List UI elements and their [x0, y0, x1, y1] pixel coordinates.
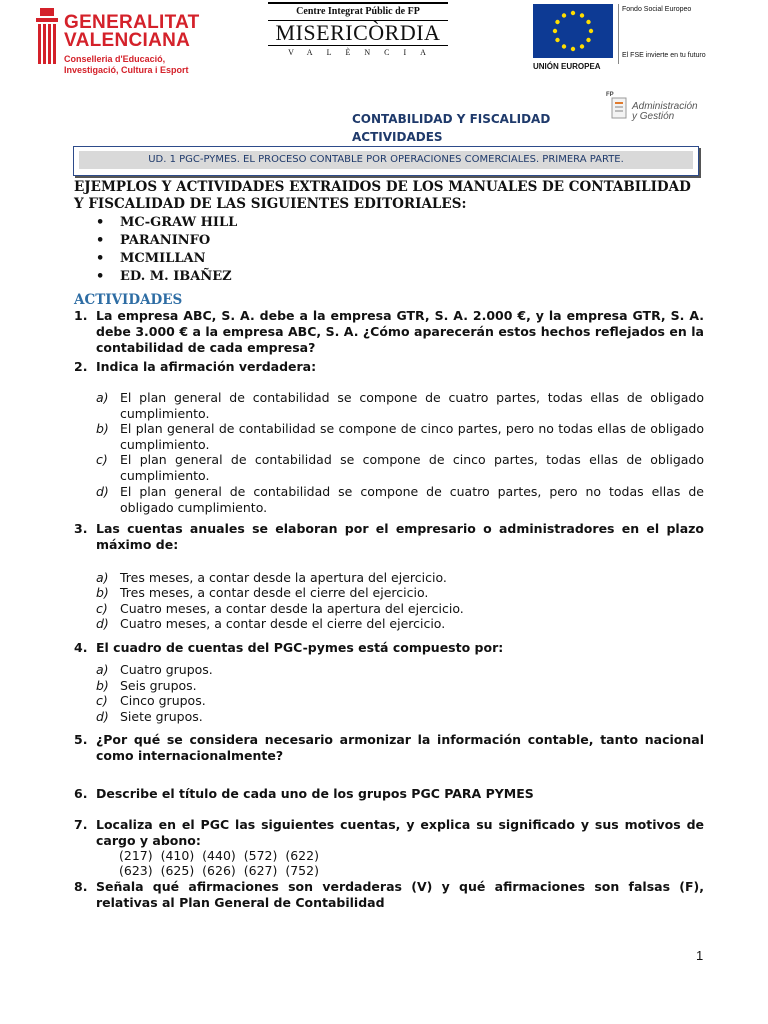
option-letter: a) [96, 662, 109, 677]
question-number: 8. [74, 879, 88, 894]
option-text: El plan general de contabilidad se compone de cinco partes, pero no todas ellas de obligado cumplimiento. [120, 421, 704, 452]
option-text: Cuatro meses, a contar desde la apertura del ejercicio. [120, 601, 464, 616]
option-letter: d) [96, 709, 109, 724]
school-logo [268, 2, 448, 62]
eu-stars-icon [533, 4, 613, 58]
option-item [96, 709, 704, 725]
question-text: Localiza en el PGC las siguientes cuentas, y explica su significado y sus motivos de cargo y abono: [96, 817, 704, 848]
school-top: Centre Integrat Públic de FP [268, 2, 448, 17]
question-number: 1. [74, 308, 88, 323]
unit-title: UD. 1 PGC-PYMES. EL PROCESO CONTABLE POR OPERACIONES COMERCIALES. PRIMERA PARTE. [79, 151, 693, 169]
question-text: Indica la afirmación verdadera: [96, 359, 317, 374]
question-2 [74, 359, 704, 375]
option-letter: c) [96, 693, 108, 708]
option-item [96, 585, 704, 601]
option-item [96, 421, 704, 452]
option-letter: c) [96, 601, 108, 616]
question-text: Señala qué afirmaciones son verdaderas (V) y qué afirmaciones son falsas (F), relativas al Plan General de Contabilidad [96, 879, 704, 910]
fp-admin-logo [606, 92, 696, 128]
question-text: La empresa ABC, S. A. debe a la empresa GTR, S. A. 2.000 €, y la empresa GTR, S. A. debe 3.000 € a la empresa ABC, S. A. ¿Cómo aparecerán estos hechos reflejados en la contabilidad de cada empresa? [96, 308, 704, 355]
question-number: 2. [74, 359, 88, 374]
eu-flag [533, 4, 613, 58]
school-name: MISERICÒRDIA [268, 20, 448, 46]
question-7 [74, 817, 704, 849]
publisher-item: • ED. M. IBAÑEZ [96, 268, 237, 286]
option-item [96, 616, 704, 632]
fp-line1: Administración [632, 101, 698, 112]
eu-motto-text: El FSE invierte en tu futuro [622, 52, 706, 59]
eu-divider [618, 4, 619, 64]
question-4 [74, 640, 704, 656]
option-text: Cuatro grupos. [120, 662, 213, 677]
course-subtitle: ACTIVIDADES [352, 130, 443, 144]
eu-fund-text: Fondo Social Europeo [622, 6, 692, 13]
question-8 [74, 879, 704, 911]
option-item [96, 678, 704, 694]
generalitat-emblem-icon [36, 8, 58, 68]
course-title: CONTABILIDAD Y FISCALIDAD [352, 112, 551, 126]
option-text: El plan general de contabilidad se compone de cuatro partes, todas ellas de obligado cumplimiento. [120, 390, 704, 421]
option-letter: a) [96, 570, 109, 585]
activities-heading: ACTIVIDADES [74, 292, 183, 308]
question-1 [74, 308, 704, 356]
option-text: Seis grupos. [120, 678, 197, 693]
option-text: Tres meses, a contar desde la apertura del ejercicio. [120, 570, 447, 585]
gv-sub-line2: Investigació, Cultura i Esport [64, 65, 189, 75]
fp-line2: y Gestión [632, 111, 675, 122]
option-item [96, 390, 704, 421]
page-number: 1 [696, 948, 704, 963]
gv-sub-line1: Conselleria d'Educació, [64, 54, 166, 64]
option-item [96, 662, 704, 678]
option-text: Tres meses, a contar desde el cierre del ejercicio. [120, 585, 429, 600]
question-3 [74, 521, 704, 553]
intro-text: EJEMPLOS Y ACTIVIDADES EXTRAIDOS DE LOS MANUALES DE CONTABILIDAD Y FISCALIDAD DE LAS SIGUIENTES EDITORIALES: [74, 179, 691, 212]
course-heading [352, 110, 550, 146]
publisher-item: • MC-GRAW HILL [96, 214, 237, 232]
eu-label: UNIÓN EUROPEA [533, 62, 601, 71]
publisher-list [96, 214, 237, 286]
option-letter: b) [96, 421, 109, 436]
option-item [96, 570, 704, 586]
generalitat-logo [30, 6, 210, 76]
question-6 [74, 786, 704, 802]
option-text: Cuatro meses, a contar desde el cierre del ejercicio. [120, 616, 446, 631]
question-5 [74, 732, 704, 764]
option-item [96, 601, 704, 617]
option-letter: c) [96, 452, 108, 467]
question-number: 6. [74, 786, 88, 801]
option-letter: d) [96, 616, 109, 631]
unit-banner [73, 146, 699, 176]
option-letter: a) [96, 390, 109, 405]
option-text: El plan general de contabilidad se compone de cuatro partes, pero no todas ellas de obligado cumplimiento. [120, 484, 704, 515]
option-text: El plan general de contabilidad se compone de cinco partes, todas ellas de obligado cumplimiento. [120, 452, 704, 483]
gv-title-line2: VALENCIANA [64, 30, 191, 51]
publisher-item: • PARANINFO [96, 232, 237, 250]
question-number: 3. [74, 521, 88, 536]
question-text: El cuadro de cuentas del PGC-pymes está compuesto por: [96, 640, 504, 655]
account-codes-row: (217) (410) (440) (572) (622) [119, 848, 319, 863]
fp-badge: FP [606, 92, 614, 98]
question-number: 4. [74, 640, 88, 655]
question-text: ¿Por qué se considera necesario armonizar la información contable, tanto nacional como internacionalmente? [96, 732, 704, 763]
option-item [96, 484, 704, 515]
option-item [96, 693, 704, 709]
option-letter: b) [96, 585, 109, 600]
option-letter: b) [96, 678, 109, 693]
question-number: 5. [74, 732, 88, 747]
school-city: VALÈNCIA [288, 48, 440, 57]
publisher-item: • MCMILLAN [96, 250, 237, 268]
gv-title-line1: GENERALITAT [64, 12, 200, 33]
question-text: Las cuentas anuales se elaboran por el empresario o administradores en el plazo máximo de: [96, 521, 704, 552]
option-text: Siete grupos. [120, 709, 203, 724]
question-text: Describe el título de cada uno de los grupos PGC PARA PYMES [96, 786, 534, 801]
option-letter: d) [96, 484, 109, 499]
account-codes-row: (623) (625) (626) (627) (752) [119, 863, 319, 878]
question-number: 7. [74, 817, 88, 832]
option-text: Cinco grupos. [120, 693, 206, 708]
option-item [96, 452, 704, 483]
